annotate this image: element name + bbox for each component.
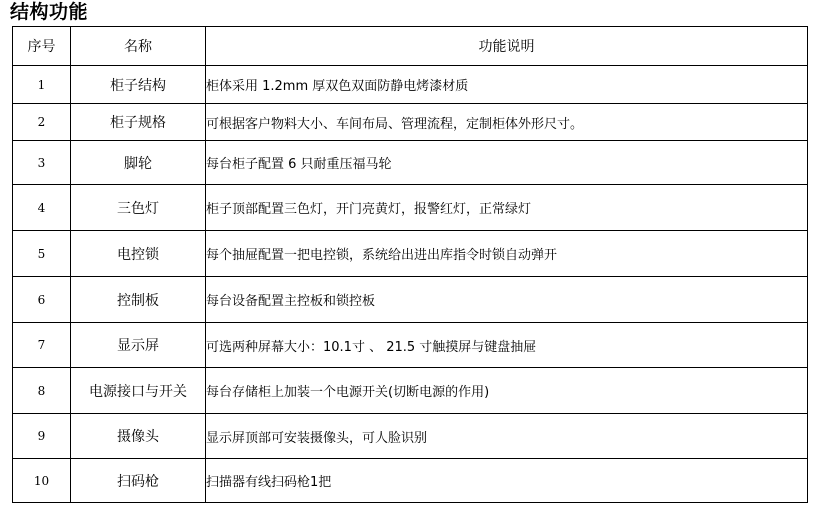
row-no: 8 <box>13 368 71 414</box>
row-function: 柜体采用 1.2mm 厚双色双面防静电烤漆材质 <box>206 66 808 104</box>
row-no: 4 <box>13 185 71 231</box>
row-name: 显示屏 <box>71 323 206 368</box>
row-name: 柜子结构 <box>71 66 206 104</box>
row-function: 扫描器有线扫码枪1把 <box>206 459 808 503</box>
table-row <box>13 231 808 277</box>
row-function: 每台设备配置主控板和锁控板 <box>206 277 808 323</box>
table-row <box>13 414 808 459</box>
table-header-row <box>13 27 808 66</box>
row-function: 可根据客户物料大小、车间布局、管理流程，定制柜体外形尺寸。 <box>206 104 808 141</box>
row-no: 3 <box>13 141 71 185</box>
row-no: 1 <box>13 66 71 104</box>
row-no: 10 <box>13 459 71 503</box>
row-no: 5 <box>13 231 71 277</box>
table-row <box>13 66 808 104</box>
row-name: 电控锁 <box>71 231 206 277</box>
header-name: 名称 <box>71 27 206 66</box>
page-title: 结构功能 <box>10 1 89 23</box>
row-function: 柜子顶部配置三色灯，开门亮黄灯，报警红灯，正常绿灯 <box>206 185 808 231</box>
row-name: 摄像头 <box>71 414 206 459</box>
row-no: 2 <box>13 104 71 141</box>
row-name: 电源接口与开关 <box>71 368 206 414</box>
table-row <box>13 277 808 323</box>
header-function: 功能说明 <box>206 27 808 66</box>
row-no: 9 <box>13 414 71 459</box>
row-no: 6 <box>13 277 71 323</box>
table-row <box>13 141 808 185</box>
row-function: 每台柜子配置 6 只耐重压福马轮 <box>206 141 808 185</box>
table-row <box>13 368 808 414</box>
structure-function-table <box>12 26 808 503</box>
row-name: 控制板 <box>71 277 206 323</box>
row-function: 显示屏顶部可安装摄像头，可人脸识别 <box>206 414 808 459</box>
header-no: 序号 <box>13 27 71 66</box>
row-name: 扫码枪 <box>71 459 206 503</box>
table-row <box>13 185 808 231</box>
table-row <box>13 323 808 368</box>
table-row <box>13 104 808 141</box>
row-name: 三色灯 <box>71 185 206 231</box>
row-function: 可选两种屏幕大小：10.1寸 、 21.5 寸触摸屏与键盘抽屉 <box>206 323 808 368</box>
row-function: 每个抽屉配置一把电控锁，系统给出进出库指令时锁自动弹开 <box>206 231 808 277</box>
row-no: 7 <box>13 323 71 368</box>
table-row <box>13 459 808 503</box>
row-name: 柜子规格 <box>71 104 206 141</box>
row-name: 脚轮 <box>71 141 206 185</box>
row-function: 每台存储柜上加装一个电源开关(切断电源的作用) <box>206 368 808 414</box>
